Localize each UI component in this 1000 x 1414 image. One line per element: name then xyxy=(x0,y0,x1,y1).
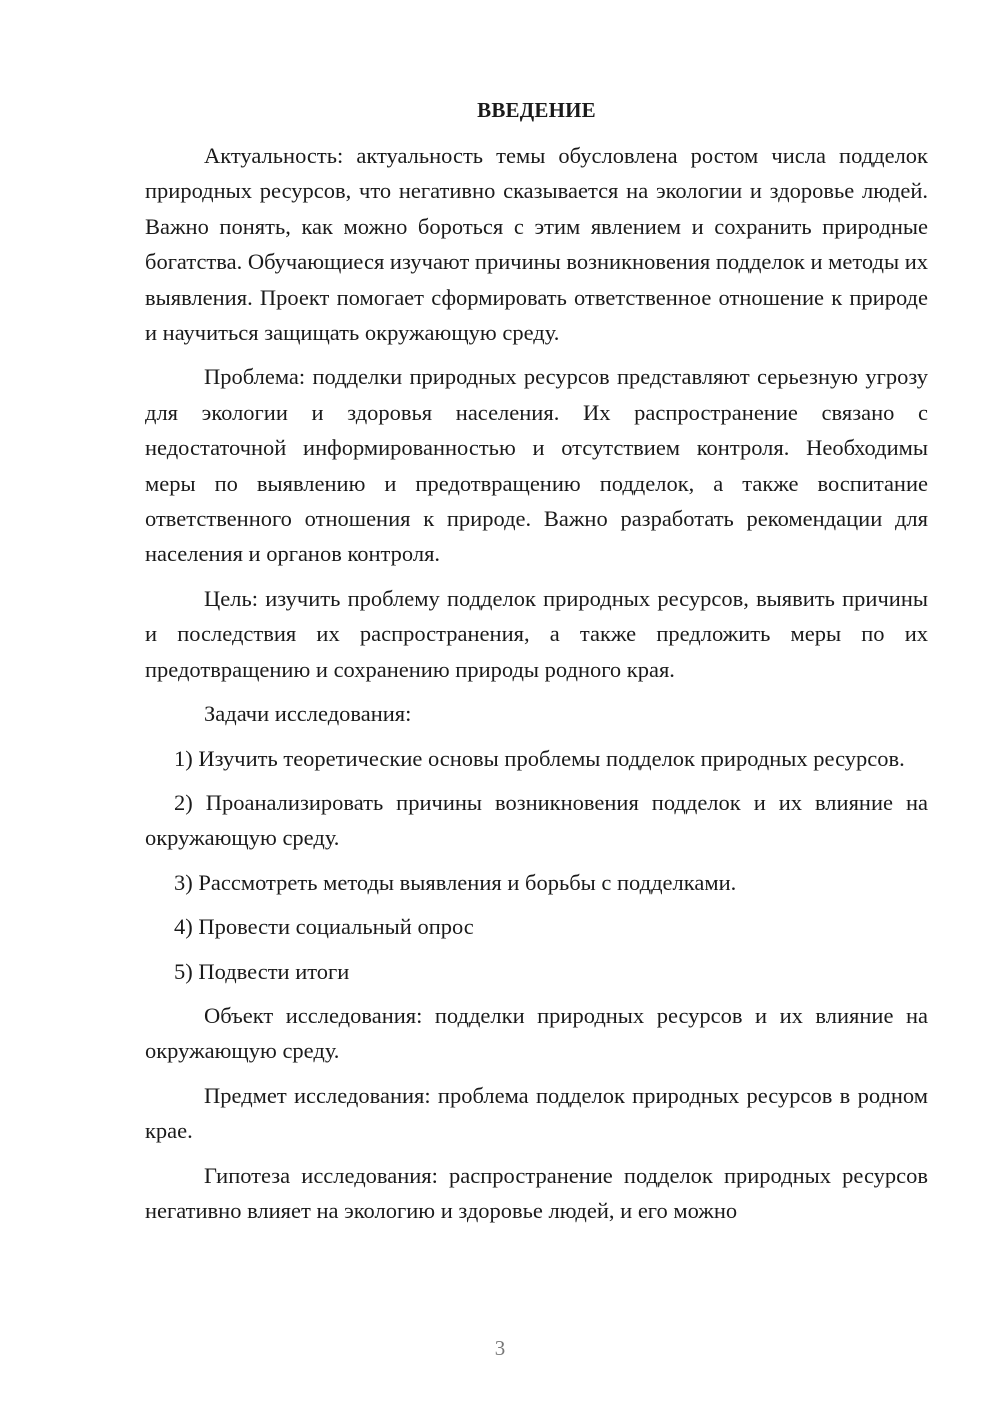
paragraph-subject: Предмет исследования: проблема подделок природных ресурсов в родном крае. xyxy=(145,1082,928,1144)
paragraph-object: Объект исследования: подделки природных ресурсов и их влияние на окружающую среду. xyxy=(145,1002,928,1064)
tasks-heading: Задачи исследования: xyxy=(204,701,412,727)
task-item-3: 3) Рассмотреть методы выявления и борьбы с подделками. xyxy=(174,869,737,895)
page-number: 3 xyxy=(494,1336,506,1360)
document-title: ВВЕДЕНИЕ xyxy=(477,98,596,122)
task-item-1: 1) Изучить теоретические основы проблемы подделок природных ресурсов. xyxy=(174,745,905,771)
task-item-4: 4) Провести социальный опрос xyxy=(174,914,474,940)
paragraph-relevance: Актуальность: актуальность темы обусловлена ростом числа подделок природных ресурсов, что негативно сказывается на экологии и здоровье людей. Важно понять, как можно бороться с этим явлением и сохранить природные богатства. Обучающиеся изучают причины возникновения подделок и методы их выявления. Проект помогает сформировать ответственное отношение к природе и научиться защищать окружающую среду. xyxy=(145,143,928,346)
task-item-5: 5) Подвести итоги xyxy=(174,958,350,984)
paragraph-hypothesis: Гипотеза исследования: распространение подделок природных ресурсов негативно влияет на экологию и здоровье людей, и его можно xyxy=(145,1162,928,1223)
paragraph-goal: Цель: изучить проблему подделок природных ресурсов, выявить причины и последствия их распространения, а также предложить меры по их предотвращению и сохранению природы родного края. xyxy=(145,585,928,682)
document-page xyxy=(145,95,928,1228)
paragraph-problem: Проблема: подделки природных ресурсов представляют серьезную угрозу для экологии и здоровья населения. Их распространение связано с недостаточной информированностью и отсутствием контроля. Необходимы меры по выявлению и предотвращению подделок, а также воспитание ответственного отношения к природе. Важно разработать рекомендации для населения и органов контроля. xyxy=(145,364,928,567)
tasks-list xyxy=(145,741,928,989)
task-item-2: 2) Проанализировать причины возникновения подделок и их влияние на окружающую среду. xyxy=(145,789,928,851)
